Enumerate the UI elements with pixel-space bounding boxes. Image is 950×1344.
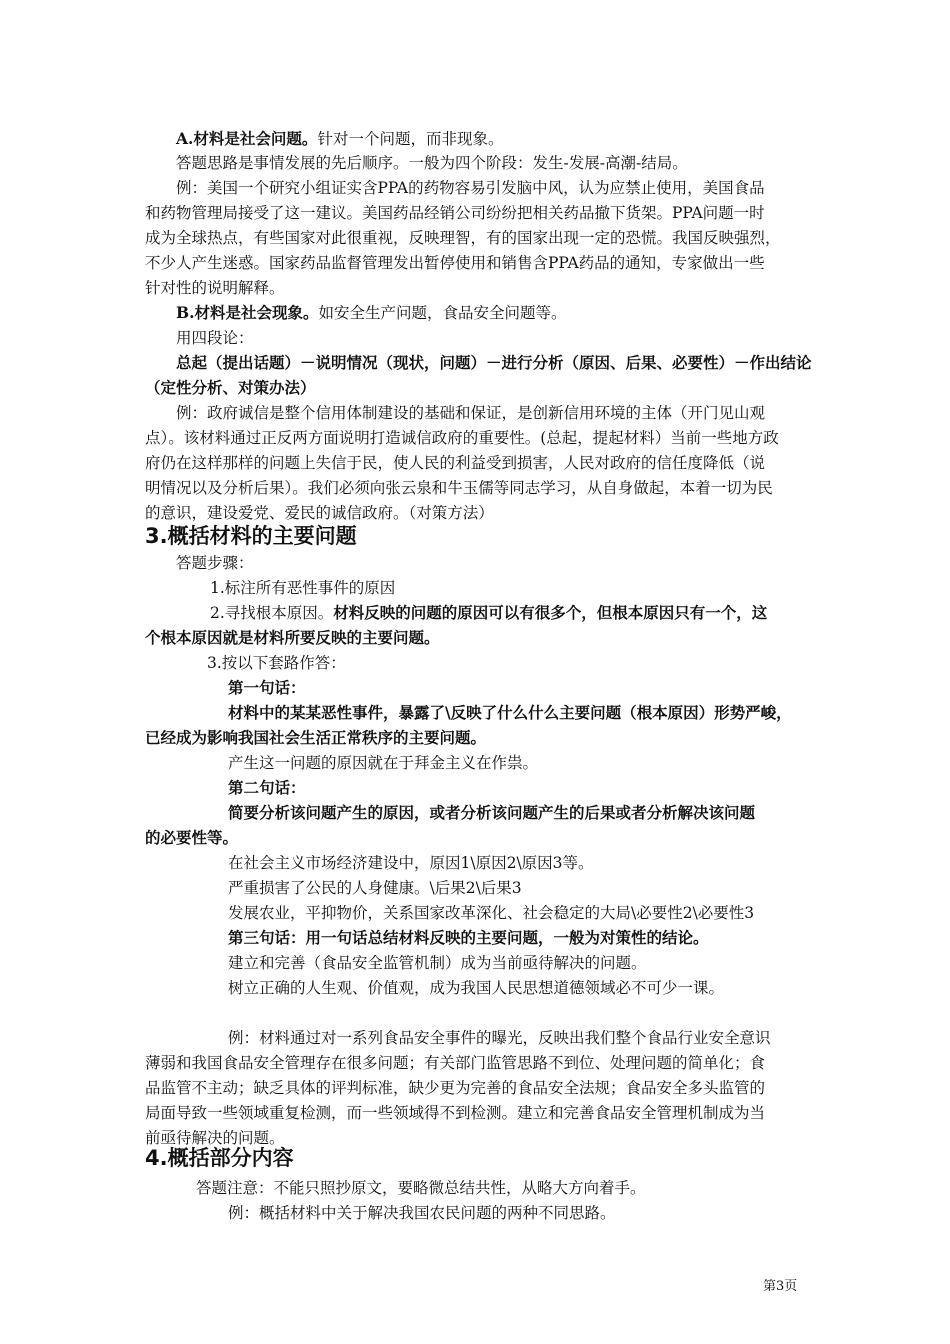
bold-text: （定性分析、对策办法） — [145, 378, 316, 397]
text-line — [210, 600, 767, 626]
text-line — [176, 175, 765, 201]
text-segment: 3.按以下套路作答： — [207, 654, 346, 672]
text-segment: 建立和完善（食品安全监管机制）成为当前亟待解决的问题。 — [228, 954, 647, 972]
text-line — [176, 150, 688, 176]
text-segment: 府仍在这样那样的问题上失信于民，使人民的利益受到损害，人民对政府的信任度降低（说 — [145, 454, 766, 472]
text-line — [176, 400, 765, 426]
text-segment: 品监管不主动；缺乏具体的评判标准，缺少更为完善的食品安全法规；食品安全多头监管的 — [145, 1079, 766, 1097]
text-line — [145, 1050, 765, 1076]
text-segment: 例：材料通过对一系列食品安全事件的曝光，反映出我们整个食品行业安全意识 — [228, 1029, 771, 1047]
text-line — [145, 200, 765, 226]
text-line — [145, 725, 486, 751]
bold-text: 总起（提出话题）－说明情况（现状，问题）－进行分析（原因、后果、必要性）－作出结论 — [176, 353, 812, 372]
bold-text: A.材料是社会问题。 — [176, 129, 318, 148]
text-segment: 如安全生产问题，食品安全问题等。 — [318, 304, 567, 322]
text-segment: 成为全球热点，有些国家对此很重视，反映理智，有的国家出现一定的恐慌。我国反映强烈， — [145, 229, 781, 247]
bold-text: 简要分析该问题产生的原因，或者分析该问题产生的后果或者分析解决该问题 — [228, 803, 756, 822]
text-segment: 例：概括材料中关于解决我国农民问题的两种不同思路。 — [228, 1204, 616, 1222]
text-line — [228, 775, 306, 801]
text-line — [228, 800, 755, 826]
text-line — [145, 425, 779, 451]
text-line — [145, 1075, 765, 1101]
text-segment: 1.标注所有恶性事件的原因 — [210, 579, 396, 597]
text-line — [145, 275, 285, 301]
bold-text: 第一句话： — [228, 678, 306, 697]
bold-text: 的必要性等。 — [145, 828, 239, 847]
bold-text: B.材料是社会现象。 — [176, 303, 319, 322]
text-line — [145, 250, 765, 276]
text-line — [228, 1200, 616, 1226]
text-segment: 答题思路是事情发展的先后顺序。一般为四个阶段：发生-发展-高潮-结局。 — [176, 154, 688, 172]
text-segment: 薄弱和我国食品安全管理存在很多问题；有关部门监管思路不到位、处理问题的简单化；食 — [145, 1054, 766, 1072]
text-segment: 明情况以及分析后果）。我们必须向张云泉和牛玉儒等同志学习，从自身做起，本着一切为民 — [145, 479, 773, 497]
text-line — [228, 875, 522, 901]
text-line — [228, 750, 538, 776]
text-line — [145, 450, 765, 476]
text-segment: 针对一个问题，而非现象。 — [317, 130, 504, 148]
text-segment: 用四段论： — [176, 329, 254, 347]
text-segment: 不少人产生迷惑。国家药品监督管理发出暂停使用和销售含PPA药品的通知，专家做出一些 — [145, 254, 765, 272]
text-segment: 针对性的说明解释。 — [145, 279, 285, 297]
text-line — [145, 625, 440, 651]
text-line — [176, 126, 503, 152]
text-line — [228, 1025, 771, 1051]
bold-text: 个根本原因就是材料所要反映的主要问题。 — [145, 628, 440, 647]
text-line — [228, 950, 647, 976]
text-line — [145, 1100, 765, 1126]
text-segment: 例：政府诚信是整个信用体制建设的基础和保证，是创新信用环境的主体（开门见山观 — [176, 404, 766, 422]
section-heading: 3.概括材料的主要问题 — [145, 524, 357, 548]
text-line — [207, 650, 346, 676]
text-segment: 答题步骤： — [176, 554, 254, 572]
text-line — [228, 900, 754, 926]
text-line — [228, 850, 594, 876]
text-segment: 例：美国一个研究小组证实含PPA的药物容易引发脑中风，认为应禁止使用，美国食品 — [176, 179, 765, 197]
text-segment: 2.寻找根本原因。 — [210, 604, 334, 622]
text-line — [210, 575, 395, 601]
bold-text: 材料中的某某恶性事件，暴露了\反映了什么什么主要问题（根本原因）形势严峻， — [228, 703, 792, 722]
text-line — [176, 300, 567, 326]
text-line — [228, 675, 306, 701]
text-line — [196, 1175, 646, 1201]
text-segment: 发展农业，平抑物价，关系国家改革深化、社会稳定的大局\必要性2\必要性3 — [228, 904, 755, 922]
bold-text: 材料反映的问题的原因可以有很多个，但根本原因只有一个，这 — [333, 603, 768, 622]
text-segment: 前亟待解决的问题。 — [145, 1129, 285, 1147]
bold-text: 第三句话：用一句话总结材料反映的主要问题，一般为对策性的结论。 — [228, 928, 709, 947]
text-segment: 产生这一问题的原因就在于拜金主义在作祟。 — [228, 754, 539, 772]
section-heading: 4.概括部分内容 — [145, 1146, 294, 1170]
text-line — [145, 475, 773, 501]
text-line — [145, 375, 316, 401]
text-line — [228, 925, 709, 951]
text-segment: 点）。该材料通过正反两方面说明打造诚信政府的重要性。(总起，提起材料）当前一些地方政 — [145, 429, 779, 447]
text-line — [176, 350, 812, 376]
text-line — [145, 225, 781, 251]
text-line — [228, 975, 724, 1001]
bold-text: 第二句话： — [228, 778, 306, 797]
text-segment: 答题注意：不能只照抄原文，要略微总结共性，从略大方向着手。 — [196, 1179, 646, 1197]
text-segment: 局面导致一些领域重复检测，而一些领域得不到检测。建立和完善食品安全管理机制成为当 — [145, 1104, 766, 1122]
text-segment: 严重损害了公民的人身健康。\后果2\后果3 — [228, 879, 522, 897]
page-number: 第3页 — [763, 1279, 798, 1294]
text-segment: 树立正确的人生观、价值观，成为我国人民思想道德领域必不可少一课。 — [228, 979, 725, 997]
text-line — [176, 550, 254, 576]
text-segment: 和药物管理局接受了这一建议。美国药品经销公司纷纷把相关药品撤下货架。PPA问题一时 — [145, 204, 765, 222]
text-segment: 在社会主义市场经济建设中，原因1\原因2\原因3等。 — [228, 854, 594, 872]
text-line — [176, 325, 254, 351]
text-segment: 的意识，建设爱党、爱民的诚信政府。（对策方法） — [145, 504, 494, 522]
text-line — [145, 825, 238, 851]
text-line — [228, 700, 792, 726]
bold-text: 已经成为影响我国社会生活正常秩序的主要问题。 — [145, 728, 487, 747]
